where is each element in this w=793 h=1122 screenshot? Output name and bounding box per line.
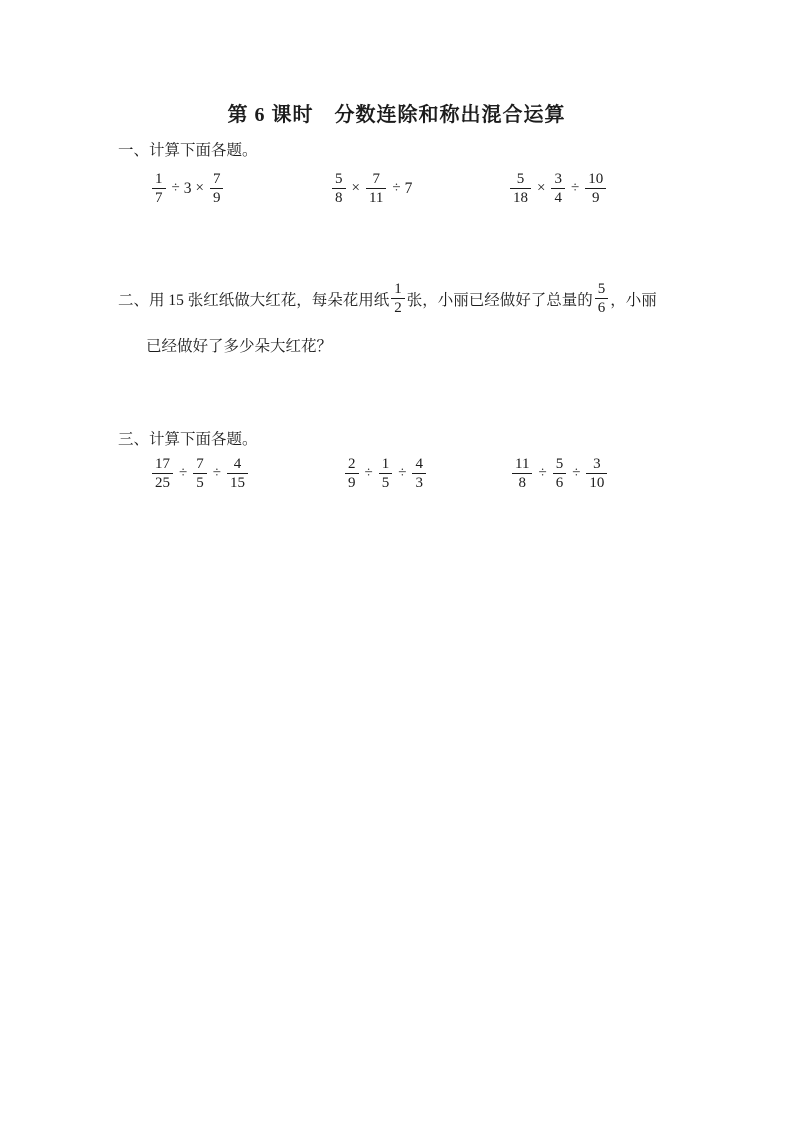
fraction	[551, 170, 565, 207]
fraction-numerator: 17	[155, 456, 170, 472]
fraction-denominator: 2	[391, 298, 405, 317]
section1-heading: 一、计算下面各题。	[118, 142, 258, 159]
fraction-numerator: 10	[588, 171, 604, 187]
fraction-numerator: 7	[196, 456, 204, 472]
fraction-numerator: 3	[554, 171, 562, 187]
fraction	[512, 455, 532, 492]
fraction-denominator: 8	[512, 473, 532, 492]
section3-problem-1	[150, 455, 250, 492]
fraction-denominator: 8	[332, 188, 346, 207]
fraction	[152, 455, 173, 492]
fraction-numerator: 3	[593, 456, 601, 472]
fraction-denominator: 9	[345, 473, 359, 492]
fraction-denominator: 9	[585, 188, 606, 207]
fraction-denominator: 3	[412, 473, 426, 492]
fraction	[412, 455, 426, 492]
fraction	[193, 455, 207, 492]
operator: ×	[537, 180, 546, 196]
fraction-numerator: 4	[415, 456, 423, 472]
fraction-numerator: 5	[335, 171, 343, 187]
fraction-denominator: 5	[193, 473, 207, 492]
fraction-denominator: 5	[379, 473, 393, 492]
section1-problem-1	[150, 170, 225, 207]
fraction-denominator: 6	[595, 298, 609, 317]
fraction-numerator: 1	[155, 171, 163, 187]
fraction	[510, 170, 531, 207]
operator: ÷	[392, 180, 401, 196]
fraction-denominator: 11	[366, 188, 386, 207]
text-run: 3	[183, 179, 192, 197]
operator: ÷	[179, 465, 188, 481]
section2-question-line1	[118, 280, 657, 317]
fraction	[585, 170, 606, 207]
fraction-numerator: 7	[372, 171, 380, 187]
section3-heading: 三、计算下面各题。	[118, 431, 258, 448]
fraction	[595, 280, 609, 317]
operator: ÷	[538, 465, 547, 481]
fraction	[152, 170, 166, 207]
fraction	[332, 170, 346, 207]
section3-problem-2	[343, 455, 428, 492]
fraction-numerator: 11	[515, 456, 530, 472]
section1-problem-2	[330, 170, 412, 207]
operator: ÷	[398, 465, 407, 481]
operator: ÷	[171, 180, 180, 196]
fraction-denominator: 18	[510, 188, 531, 207]
text-run: 7	[404, 179, 413, 197]
fraction-numerator: 1	[394, 281, 402, 297]
fraction-denominator: 4	[551, 188, 565, 207]
fraction-numerator: 5	[555, 456, 564, 472]
operator: ×	[195, 180, 204, 196]
fraction-denominator: 15	[227, 473, 248, 492]
fraction-denominator: 6	[553, 473, 567, 492]
operator: ÷	[572, 465, 581, 481]
fraction-numerator: 5	[597, 281, 606, 297]
fraction	[366, 170, 386, 207]
operator: ×	[351, 180, 360, 196]
fraction	[391, 280, 405, 317]
text-run: ，小丽	[610, 291, 657, 309]
fraction	[345, 455, 359, 492]
fraction	[227, 455, 248, 492]
fraction	[586, 455, 607, 492]
operator: ÷	[212, 465, 221, 481]
fraction	[553, 455, 567, 492]
fraction-denominator: 10	[586, 473, 607, 492]
fraction-denominator: 7	[152, 188, 166, 207]
fraction-numerator: 5	[516, 171, 525, 187]
fraction-numerator: 7	[212, 171, 221, 187]
text-run: 张，小丽已经做好了总量的	[406, 291, 593, 309]
fraction	[379, 455, 393, 492]
fraction-numerator: 1	[381, 456, 390, 472]
section2-question-line2: 已经做好了多少朵大红花？	[146, 338, 333, 355]
section3-problem-3	[510, 455, 609, 492]
fraction-numerator: 4	[233, 456, 242, 472]
text-run: 二、用 15 张红纸做大红花，每朵花用纸	[118, 291, 390, 309]
operator: ÷	[364, 465, 373, 481]
page-title: 第 6 课时 分数连除和称出混合运算	[227, 104, 566, 126]
fraction-denominator: 25	[152, 473, 173, 492]
fraction	[210, 170, 224, 207]
fraction-denominator: 9	[210, 188, 224, 207]
operator: ÷	[570, 180, 580, 196]
fraction-numerator: 2	[348, 456, 356, 472]
section1-problem-3	[508, 170, 608, 207]
